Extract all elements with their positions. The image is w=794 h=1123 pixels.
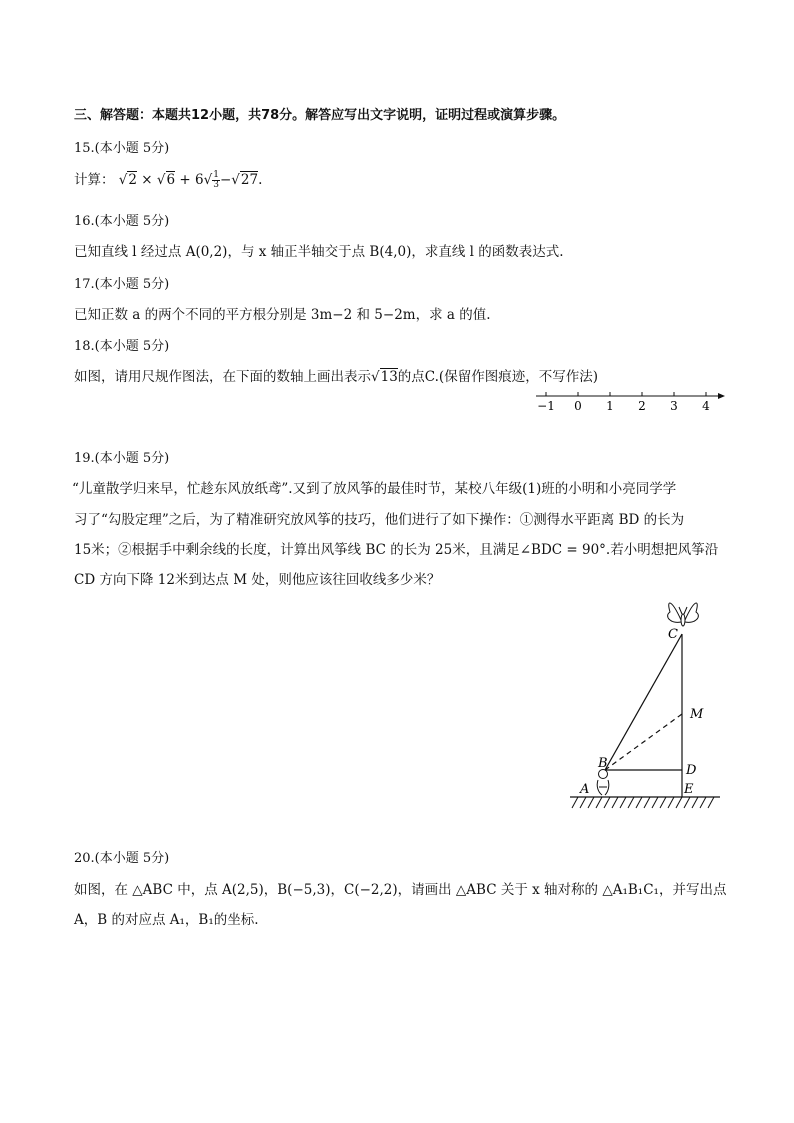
q19-number: 19.(本小题 5分) bbox=[74, 451, 170, 466]
line-BC bbox=[605, 634, 682, 770]
number-line-label: 3 bbox=[670, 399, 678, 413]
ground-hatching bbox=[572, 797, 714, 808]
line-BM bbox=[605, 714, 682, 770]
kite-figure bbox=[560, 590, 730, 818]
q18-text: 如图，请用尺规作图法，在下面的数轴上画出表示√13的点C.(保留作图痕迹，不写作法) bbox=[74, 369, 598, 385]
q20-line-2: A，B 的对应点 A₁，B₁的坐标. bbox=[74, 912, 259, 928]
label-C: C bbox=[668, 627, 678, 642]
butterfly-kite-icon bbox=[668, 603, 699, 626]
number-line-label: −1 bbox=[537, 399, 555, 413]
label-A: A bbox=[580, 782, 590, 797]
q17-number: 17.(本小题 5分) bbox=[74, 277, 170, 292]
number-line-label: 4 bbox=[702, 399, 710, 413]
sqrt-13: 13 bbox=[380, 369, 398, 385]
number-line-label: 0 bbox=[574, 399, 582, 413]
q19-line-4: CD 方向下降 12米到达点 M 处，则他应该往回收线多少米？ bbox=[74, 572, 441, 588]
q20-line-1: 如图，在 △ABC 中，点 A(2,5)，B(−5,3)，C(−2,2)，请画出 △ABC 关于 x 轴对称的 △A₁B₁C₁，并写出点 bbox=[74, 882, 727, 898]
number-line bbox=[528, 384, 728, 414]
q15-prefix: 计算： bbox=[74, 172, 115, 188]
label-B: B bbox=[598, 756, 608, 771]
minus-sign: − bbox=[219, 172, 232, 188]
sqrt-2: 2 bbox=[128, 172, 137, 188]
q20-number: 20.(本小题 5分) bbox=[74, 851, 170, 866]
q18-text-after: 的点C.(保留作图痕迹，不写作法) bbox=[397, 369, 598, 385]
q18-number: 18.(本小题 5分) bbox=[74, 339, 170, 354]
number-line-label: 2 bbox=[638, 399, 646, 413]
q15-number: 15.(本小题 5分) bbox=[74, 141, 170, 156]
label-E: E bbox=[684, 782, 694, 797]
q16-text: 已知直线 l 经过点 A(0,2)，与 x 轴正半轴交于点 B(4,0)，求直线 l 的函数表达式. bbox=[74, 244, 564, 260]
q16-number: 16.(本小题 5分) bbox=[74, 214, 170, 229]
q15-question bbox=[74, 168, 262, 190]
sqrt-6: 6 bbox=[166, 172, 176, 188]
q19-line-1: “儿童散学归来早，忙趁东风放纸鸢”.又到了放风筝的最佳时节，某校八年级(1)班的小明和小亮同学学 bbox=[72, 481, 677, 497]
q19-line-3: 15米；②根据手中剩余线的长度，计算出风筝线 BC 的长为 25米，且满足∠BDC = 90°.若小明想把风筝沿 bbox=[74, 542, 719, 558]
q18-text-before: 如图，请用尺规作图法，在下面的数轴上画出表示 bbox=[74, 369, 371, 385]
period: . bbox=[258, 172, 263, 188]
section-heading: 三、解答题：本题共12小题，共78分。解答应写出文字说明，证明过程或演算步骤。 bbox=[74, 108, 566, 123]
times-sign: × bbox=[141, 172, 153, 188]
child-figure-icon bbox=[597, 770, 609, 796]
label-M: M bbox=[690, 707, 704, 722]
q17-text: 已知正数 a 的两个不同的平方根分别是 3m−2 和 5−2m，求 a 的值. bbox=[74, 307, 491, 323]
label-D: D bbox=[686, 763, 697, 778]
plus-six: + 6 bbox=[179, 172, 204, 188]
q19-line-2: 习了“勾股定理”之后，为了精准研究放风筝的技巧，他们进行了如下操作：①测得水平距离 BD 的长为 bbox=[74, 512, 685, 528]
number-line-label: 1 bbox=[606, 399, 614, 413]
sqrt-27: 27 bbox=[240, 172, 259, 188]
fraction-one-third: $\frac{1}{3}$ bbox=[213, 170, 219, 190]
q15-expression: √2 × √6 + 6√ $\frac{1}{3}$ −√27. bbox=[118, 170, 263, 190]
